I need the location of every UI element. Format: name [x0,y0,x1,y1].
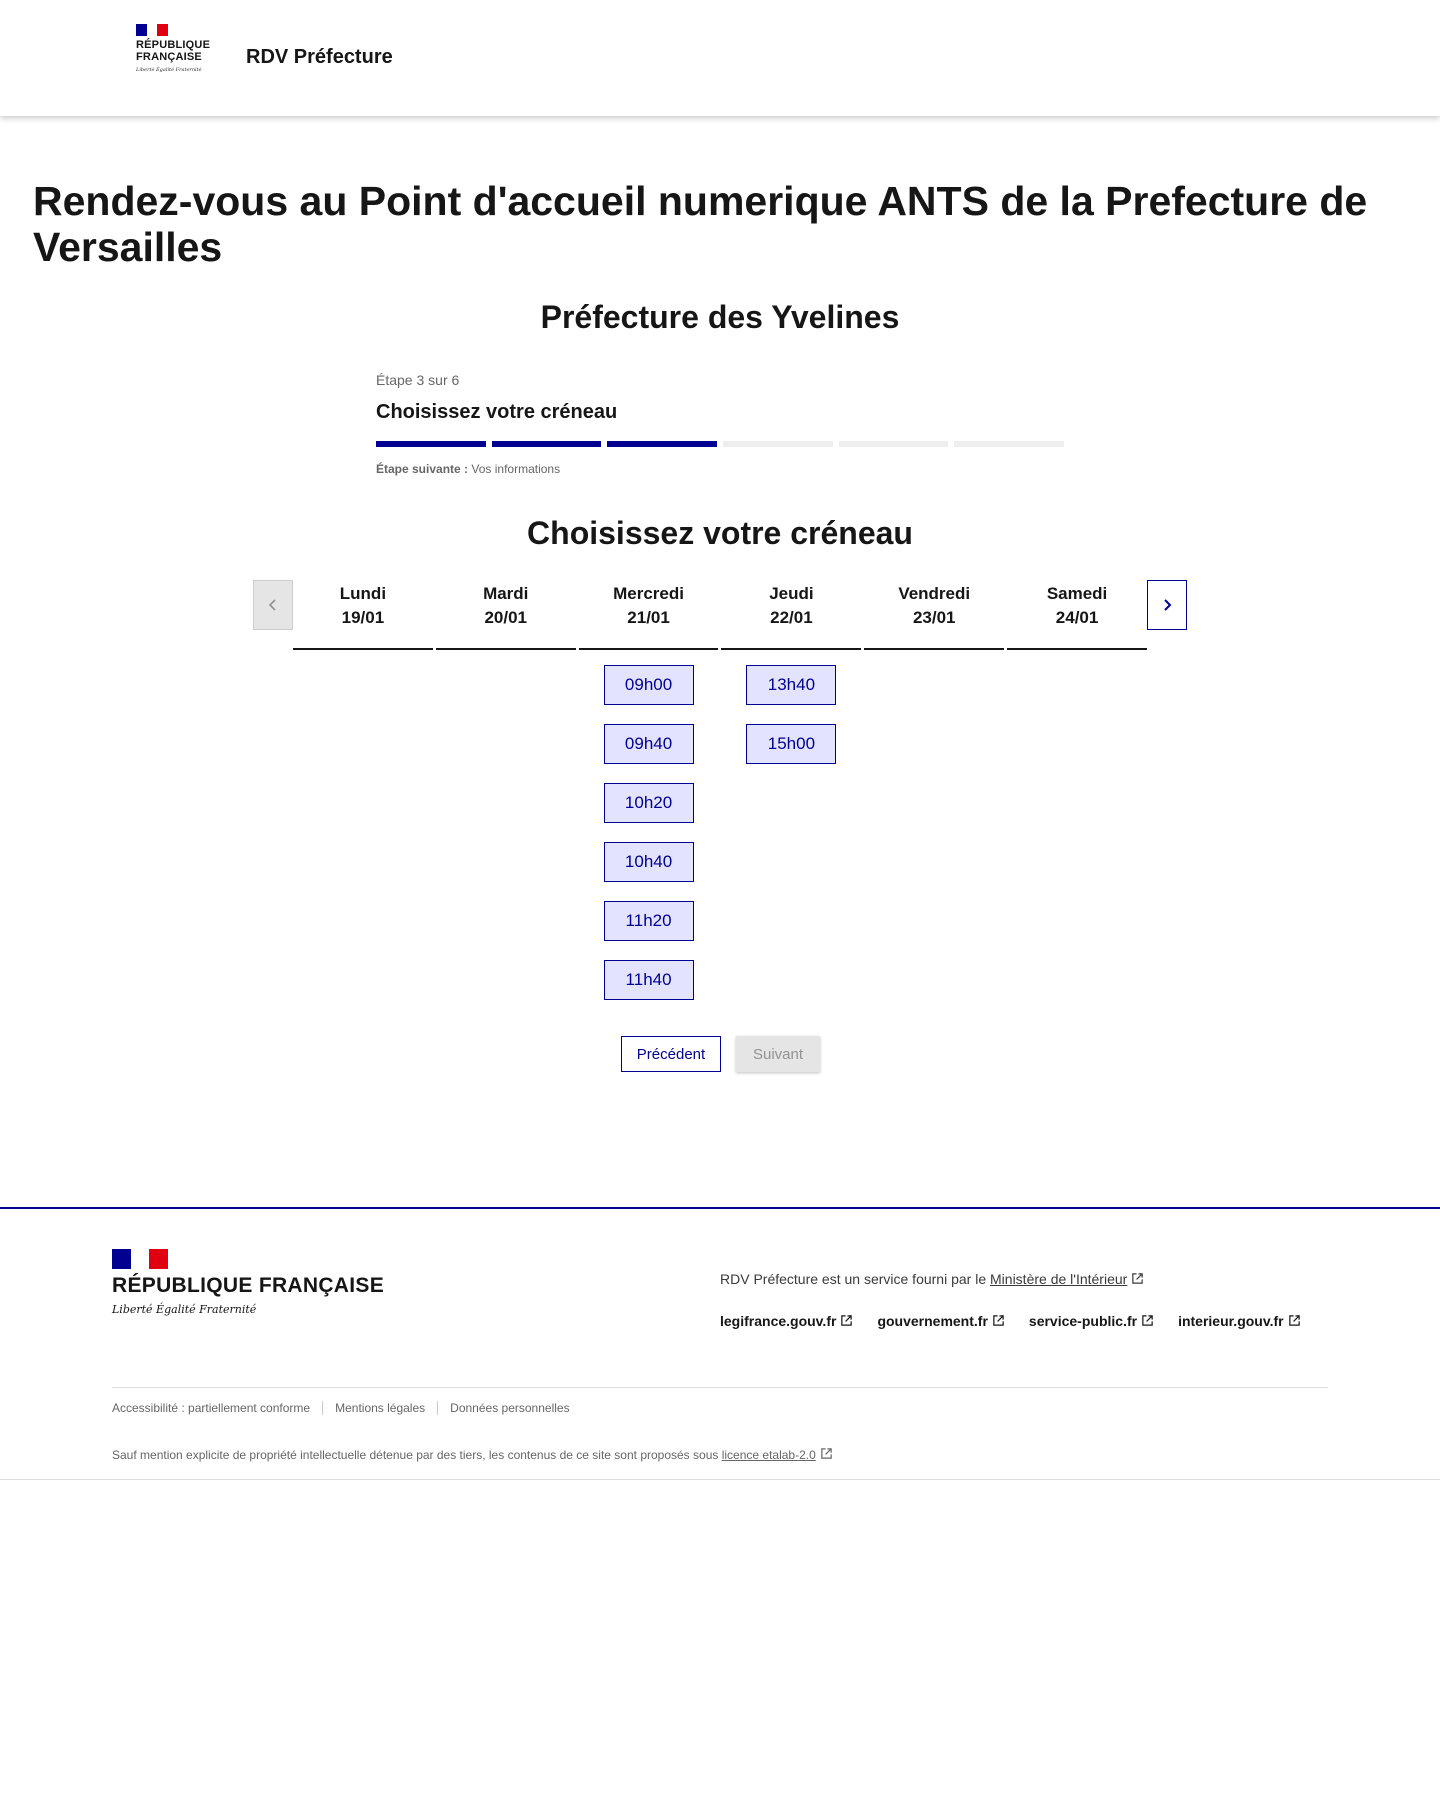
stepper-segment [723,441,833,447]
ministere-link[interactable] [990,1271,1144,1287]
footer-link-label: interieur.gouv.fr [1178,1313,1284,1329]
footer-bottom-link[interactable]: Mentions légales [322,1401,437,1415]
stepper-progress [376,441,1064,447]
footer-link[interactable] [1029,1313,1154,1329]
stepper-next-label: Étape suivante : [376,462,469,476]
footer-link-label: gouvernement.fr [877,1313,988,1329]
time-slot-button[interactable]: 11h40 [604,960,694,1000]
form-actions [621,1036,820,1072]
stepper-segment [954,441,1064,447]
footer-desc-text: RDV Préfecture est un service fourni par le [720,1271,987,1287]
slot-list [721,650,861,783]
day-date: 24/01 [1055,608,1099,627]
slot-heading: Choisissez votre créneau [527,515,913,551]
external-link-icon [992,1314,1005,1327]
footer-links [720,1313,1301,1329]
stepper-segment [492,441,602,447]
day-date: 21/01 [627,608,670,627]
day-name: Vendredi [898,584,971,603]
flag-icon [112,1249,168,1269]
previous-week-button[interactable] [253,580,293,630]
day-name: Mercredi [613,584,684,603]
day-date: 23/01 [912,608,956,627]
chevron-right-icon [1159,597,1175,613]
time-slot-button[interactable]: 10h40 [604,842,694,882]
flag-icon [136,24,168,36]
stepper-state: Étape 3 sur 6 [376,372,460,388]
logo-motto: Liberté Égalité Fraternité [136,67,202,73]
footer-link[interactable] [1178,1313,1301,1329]
time-slot-button[interactable]: 09h40 [604,724,694,764]
slot-list [436,650,576,665]
day-date: 19/01 [341,608,385,627]
day-date: 20/01 [484,608,528,627]
external-link-icon [840,1314,853,1327]
stepper-segment [376,441,486,447]
footer-logo-motto: Liberté Égalité Fraternité [112,1303,257,1316]
stepper-segment [839,441,949,447]
day-date: 22/01 [770,608,813,627]
footer-logo[interactable] [112,1249,384,1316]
stepper-title: Choisissez votre créneau [376,401,618,423]
footer-description [720,1271,1144,1287]
day-column [293,580,433,1019]
footer-license [112,1447,833,1462]
page-title: Rendez-vous au Point d'accueil numerique ANTS de la Prefecture de Versailles [33,178,1368,270]
footer-link-label: service-public.fr [1028,1313,1138,1329]
day-header [579,580,719,650]
republique-francaise-logo[interactable] [136,24,216,73]
license-link[interactable] [722,1448,833,1462]
day-name: Mardi [483,584,529,603]
previous-button[interactable]: Précédent [621,1036,721,1072]
site-footer [0,1207,1440,1480]
time-slot-button[interactable]: 15h00 [746,724,836,764]
stepper [376,372,1064,476]
external-link-icon [1131,1272,1144,1285]
stepper-segment [607,441,717,447]
footer-bottom-link[interactable]: Données personnelles [437,1401,581,1415]
next-week-button[interactable] [1147,580,1187,630]
external-link-icon [1288,1314,1301,1327]
day-columns [293,580,1147,1019]
slot-list [864,650,1004,665]
day-column [721,580,861,1019]
license-text: Sauf mention explicite de propriété intellectuelle détenue par des tiers, les contenus de ce site sont proposés sous [112,1448,719,1462]
next-button[interactable]: Suivant [736,1036,820,1072]
slot-list [579,650,719,1019]
day-header [436,580,576,650]
footer-divider [112,1387,1328,1388]
slot-list [1007,650,1147,665]
stepper-next-step [376,462,1064,476]
footer-link[interactable] [877,1313,1004,1329]
time-slot-button[interactable]: 11h20 [604,901,694,941]
service-name[interactable]: RDV Préfecture [246,46,393,68]
external-link-icon [1141,1314,1154,1327]
logo-text: RÉPUBLIQUE FRANÇAISE [136,39,211,63]
day-column [864,580,1004,1019]
ministere-link-label: Ministère de l'Intérieur [990,1271,1128,1287]
external-link-icon [820,1447,833,1460]
site-header [0,0,1440,116]
license-link-label: licence etalab-2.0 [721,1448,816,1462]
time-slot-button[interactable]: 09h00 [604,665,694,705]
day-header [721,580,861,650]
day-column [1007,580,1147,1019]
stepper-next-value: Vos informations [471,462,561,476]
footer-bottom-links [112,1401,582,1415]
day-header [293,580,433,650]
footer-link-label: legifrance.gouv.fr [720,1313,837,1329]
chevron-left-icon [265,597,281,613]
day-name: Samedi [1046,584,1108,603]
day-column [579,580,719,1019]
footer-bottom-link[interactable]: Accessibilité : partiellement conforme [112,1401,311,1415]
day-name: Lundi [339,584,387,603]
day-column [436,580,576,1019]
organisation-title: Préfecture des Yvelines [540,299,900,335]
day-name: Jeudi [769,584,814,603]
day-header [864,580,1004,650]
slot-list [293,650,433,665]
day-header [1007,580,1147,650]
time-slot-button[interactable]: 10h20 [604,783,694,823]
footer-link[interactable] [720,1313,853,1329]
footer-logo-text: RÉPUBLIQUE FRANÇAISE [112,1274,385,1297]
time-slot-button[interactable]: 13h40 [746,665,836,705]
